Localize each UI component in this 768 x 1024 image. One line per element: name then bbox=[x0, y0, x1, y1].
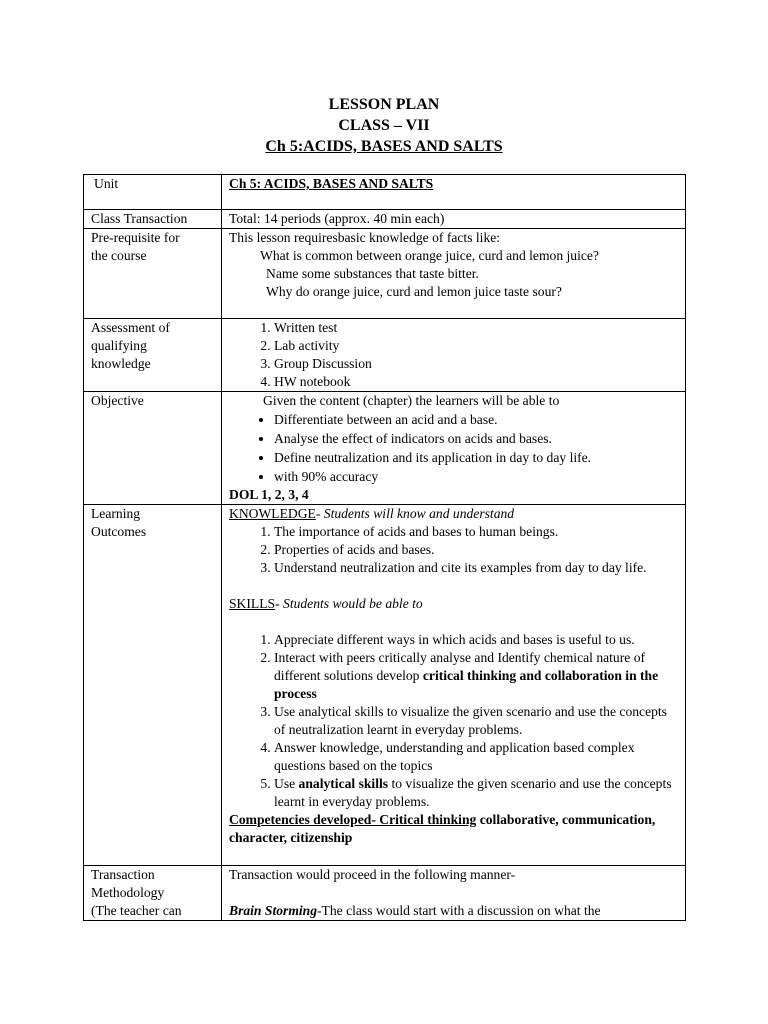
skills-label: SKILLS bbox=[229, 596, 276, 611]
skill5-bold-text: analytical skills bbox=[298, 776, 389, 791]
brain-storming bbox=[229, 902, 678, 920]
list-item bbox=[274, 775, 678, 811]
assessment-label-line3: knowledge bbox=[91, 356, 151, 371]
objective-list bbox=[229, 410, 678, 486]
list-item: 1. Appreciate different ways in which acids and bases is useful to us. bbox=[274, 631, 678, 649]
transaction-value: Total: 14 periods (approx. 40 min each) bbox=[222, 210, 686, 229]
methodology-intro: Transaction would proceed in the following manner- bbox=[229, 867, 516, 882]
title-class: CLASS – VII bbox=[338, 117, 430, 134]
prereq-question-1: What is common between orange juice, curd and lemon juice? bbox=[260, 248, 599, 263]
skills-list bbox=[229, 631, 678, 811]
list-item: 1. The importance of acids and bases to human beings. bbox=[274, 523, 678, 541]
title-chapter bbox=[0, 136, 768, 157]
competencies-list: collaborative, communication, character, citizenship bbox=[229, 812, 656, 845]
competencies bbox=[229, 811, 678, 865]
knowledge-intro: Students will know and understand bbox=[323, 506, 515, 521]
lesson-plan-table bbox=[83, 174, 686, 921]
prereq-question-2: Name some substances that taste bitter. bbox=[266, 266, 479, 281]
brain-storming-label: Brain Storming bbox=[229, 903, 318, 918]
list-item: 4. Answer knowledge, understanding and application based complex questions based on the topics bbox=[274, 739, 678, 775]
assessment-value-cell bbox=[222, 319, 686, 392]
methodology-label-line2: Methodology bbox=[91, 885, 165, 900]
methodology-value-cell bbox=[222, 866, 686, 921]
objective-dol: DOL 1, 2, 3, 4 bbox=[229, 487, 309, 502]
unit-label: Unit bbox=[94, 176, 119, 191]
list-item: 2. Properties of acids and bases. bbox=[274, 541, 678, 559]
skills-heading bbox=[229, 595, 678, 613]
prereq-label-line2: the course bbox=[91, 248, 147, 263]
methodology-label-cell bbox=[84, 866, 222, 921]
outcomes-label-line1: Learning bbox=[91, 506, 141, 521]
objective-label: Objective bbox=[84, 392, 222, 505]
knowledge-list bbox=[229, 523, 678, 577]
objective-value-cell bbox=[222, 392, 686, 505]
row-learning-outcomes bbox=[84, 505, 686, 866]
assessment-label-line2: qualifying bbox=[91, 338, 147, 353]
list-item: • with 90% accuracy bbox=[274, 467, 678, 486]
objective-intro: Given the content (chapter) the learners will be able to bbox=[263, 393, 560, 408]
assessment-label-line1: Assessment of bbox=[91, 320, 170, 335]
skills-dash: - bbox=[275, 596, 284, 611]
prereq-question-3: Why do orange juice, curd and lemon juice taste sour? bbox=[266, 284, 562, 299]
row-class-transaction bbox=[84, 210, 686, 229]
list-item: • Differentiate between an acid and a base. bbox=[274, 410, 678, 429]
row-assessment bbox=[84, 319, 686, 392]
prereq-intro: This lesson requiresbasic knowledge of facts like: bbox=[229, 230, 501, 245]
unit-label-cell bbox=[84, 175, 222, 210]
assessment-list bbox=[229, 319, 678, 391]
list-item: 2. Lab activity bbox=[274, 337, 678, 355]
row-objective bbox=[84, 392, 686, 505]
list-item: 4. HW notebook bbox=[274, 373, 678, 391]
unit-value-cell bbox=[222, 175, 686, 210]
competencies-heading: Competencies developed- Critical thinking bbox=[229, 812, 477, 827]
unit-value: Ch 5: ACIDS, BASES AND SALTS bbox=[229, 176, 434, 191]
outcomes-value-cell bbox=[222, 505, 686, 866]
knowledge-heading bbox=[229, 505, 678, 523]
list-item: • Analyse the effect of indicators on acids and bases. bbox=[274, 429, 678, 448]
methodology-label-line1: Transaction bbox=[91, 867, 155, 882]
list-item: 3. Understand neutralization and cite its examples from day to day life. bbox=[274, 559, 678, 577]
prereq-label-line1: Pre-requisite for bbox=[91, 230, 180, 245]
knowledge-label: KNOWLEDGE bbox=[229, 506, 316, 521]
skill2-bold-text: critical thinking and collaboration in the process bbox=[274, 668, 659, 701]
row-methodology bbox=[84, 866, 686, 921]
prereq-value-cell bbox=[222, 229, 686, 319]
skills-intro: Students would be able to bbox=[283, 596, 423, 611]
prereq-label-cell bbox=[84, 229, 222, 319]
methodology-label-line3: (The teacher can bbox=[91, 903, 182, 918]
list-item: • Define neutralization and its application in day to day life. bbox=[274, 448, 678, 467]
outcomes-label-line2: Outcomes bbox=[91, 524, 147, 539]
list-item: 3. Use analytical skills to visualize the given scenario and use the concepts of neutralization learnt in everyday problems. bbox=[274, 703, 678, 739]
title-lesson-plan: LESSON PLAN bbox=[328, 96, 440, 113]
list-item: 3. Group Discussion bbox=[274, 355, 678, 373]
transaction-label: Class Transaction bbox=[84, 210, 222, 229]
brain-storming-text: -The class would start with a discussion on what the bbox=[317, 903, 601, 918]
skill5-pre: Use bbox=[274, 776, 299, 791]
row-prerequisite bbox=[84, 229, 686, 319]
skill5-post: to visualize the given scenario and use the concepts learnt in everyday problems. bbox=[274, 776, 672, 809]
row-unit bbox=[84, 175, 686, 210]
list-item: 1. Written test bbox=[274, 319, 678, 337]
title-chapter-text: Ch 5:ACIDS, BASES AND SALTS bbox=[265, 138, 503, 155]
outcomes-label-cell bbox=[84, 505, 222, 866]
assessment-label-cell bbox=[84, 319, 222, 392]
knowledge-dash: - bbox=[315, 506, 324, 521]
list-item bbox=[274, 649, 678, 703]
skill2-text: Interact with peers critically analyse and Identify chemical nature of different solutions develop bbox=[274, 650, 646, 683]
